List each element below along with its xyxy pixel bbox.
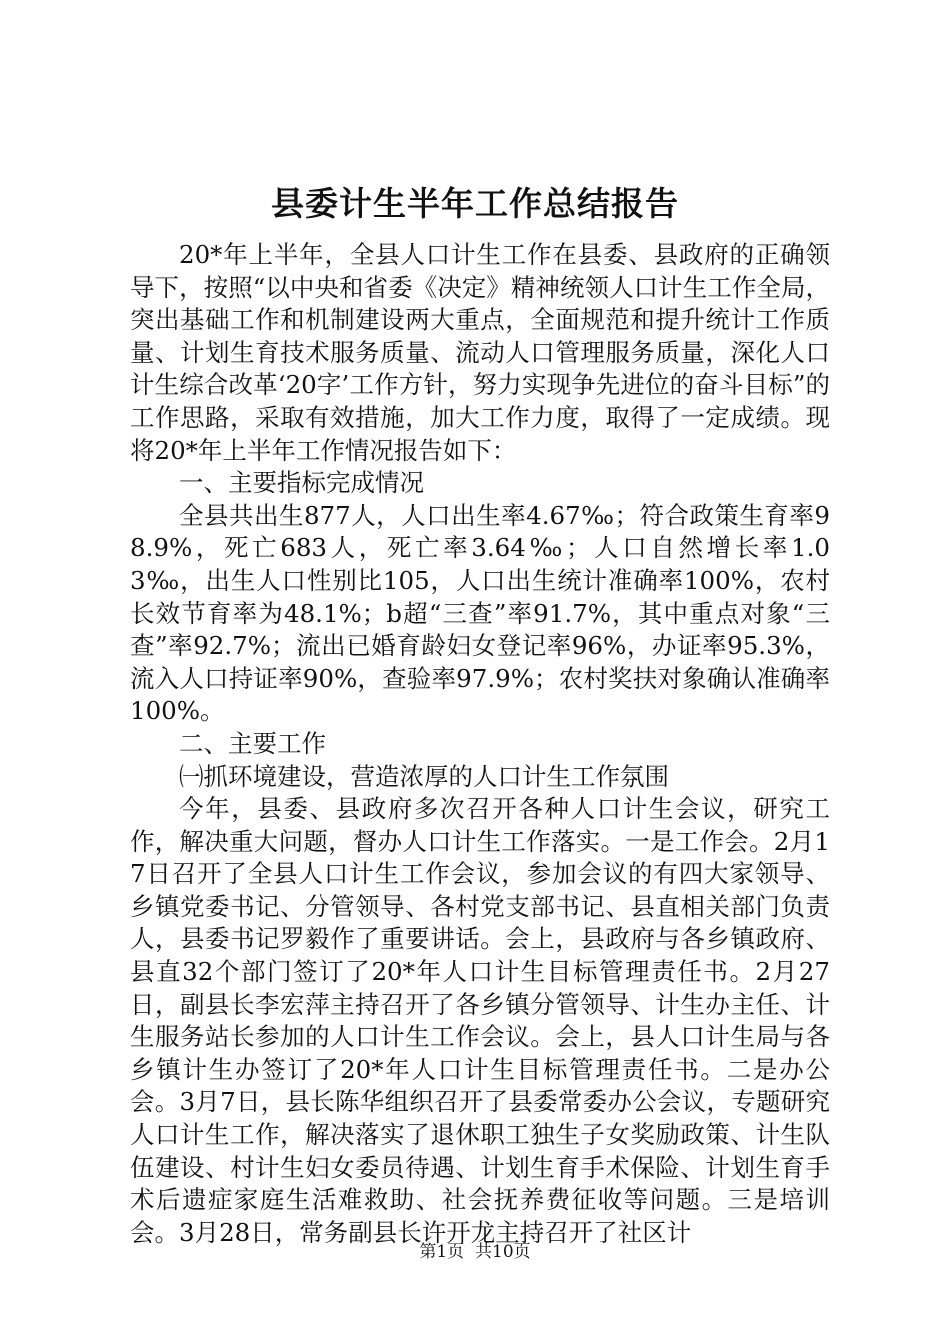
subsection-heading-environment: ㈠抓环境建设，营造浓厚的人口计生工作氛围 <box>179 761 669 791</box>
footer-gap <box>464 1242 475 1262</box>
intro-paragraph: 20*年上半年，全县人口计生工作在县委、县政府的正确领导下，按照“以中央和省委《决定》精神统领人口计生工作全局，突出基础工作和机制建设两大重点，全面规范和提升统计工作质量、计划生育技术服务质量、流动人口管理服务质量，深化人口计生综合改革‘20字’工作方针，努力实现争先进位的奋斗目标”的工作思路，采取有效措施，加大工作力度，取得了一定成绩。现将20*年上半年工作情况报告如下： <box>130 240 830 465</box>
section-heading-main-work: 二、主要工作 <box>179 728 326 758</box>
document-body <box>130 239 830 1249</box>
page-total: 共10页 <box>475 1242 531 1262</box>
document-title: 县委计生半年工作总结报告 <box>271 184 679 223</box>
page-number: 第1页 <box>419 1242 465 1262</box>
section-heading-indicators: 一、主要指标完成情况 <box>179 468 424 498</box>
page-footer <box>0 1241 950 1263</box>
indicators-paragraph: 全县共出生877人，人口出生率4.67‰；符合政策生育率98.9%，死亡683人，死亡率3.64‰；人口自然增长率1.03‰，出生人口性别比105，人口出生统计准确率100%，农村长效节育率为48.1%；b超“三查”率91.7%，其中重点对象“三查”率92.7%；流出已婚育龄妇女登记率96%，办证率95.3%，流入人口持证率90%，查验率97.9%；农村奖扶对象确认准确率100%。 <box>130 500 830 726</box>
environment-paragraph: 今年，县委、县政府多次召开各种人口计生会议，研究工作，解决重大问题，督办人口计生工作落实。一是工作会。2月17日召开了全县人口计生工作会议，参加会议的有四大家领导、乡镇党委书记、分管领导、各村党支部书记、县直相关部门负责人，县委书记罗毅作了重要讲话。会上，县政府与各乡镇政府、县直32个部门签订了20*年人口计生目标管理责任书。2月27日，副县长李宏萍主持召开了各乡镇分管领导、计生办主任、计生服务站长参加的人口计生工作会议。会上，县人口计生局与各乡镇计生办签订了20*年人口计生目标管理责任书。二是办公会。3月7日，县长陈华组织召开了县委常委办公会议，专题研究人口计生工作，解决落实了退休职工独生子女奖励政策、计生队伍建设、村计生妇女委员待遇、计划生育手术保险、计划生育手术后遗症家庭生活难救助、社会抚养费征收等问题。三是培训会。3月28日，常务副县长许开龙主持召开了社区计 <box>130 794 830 1247</box>
